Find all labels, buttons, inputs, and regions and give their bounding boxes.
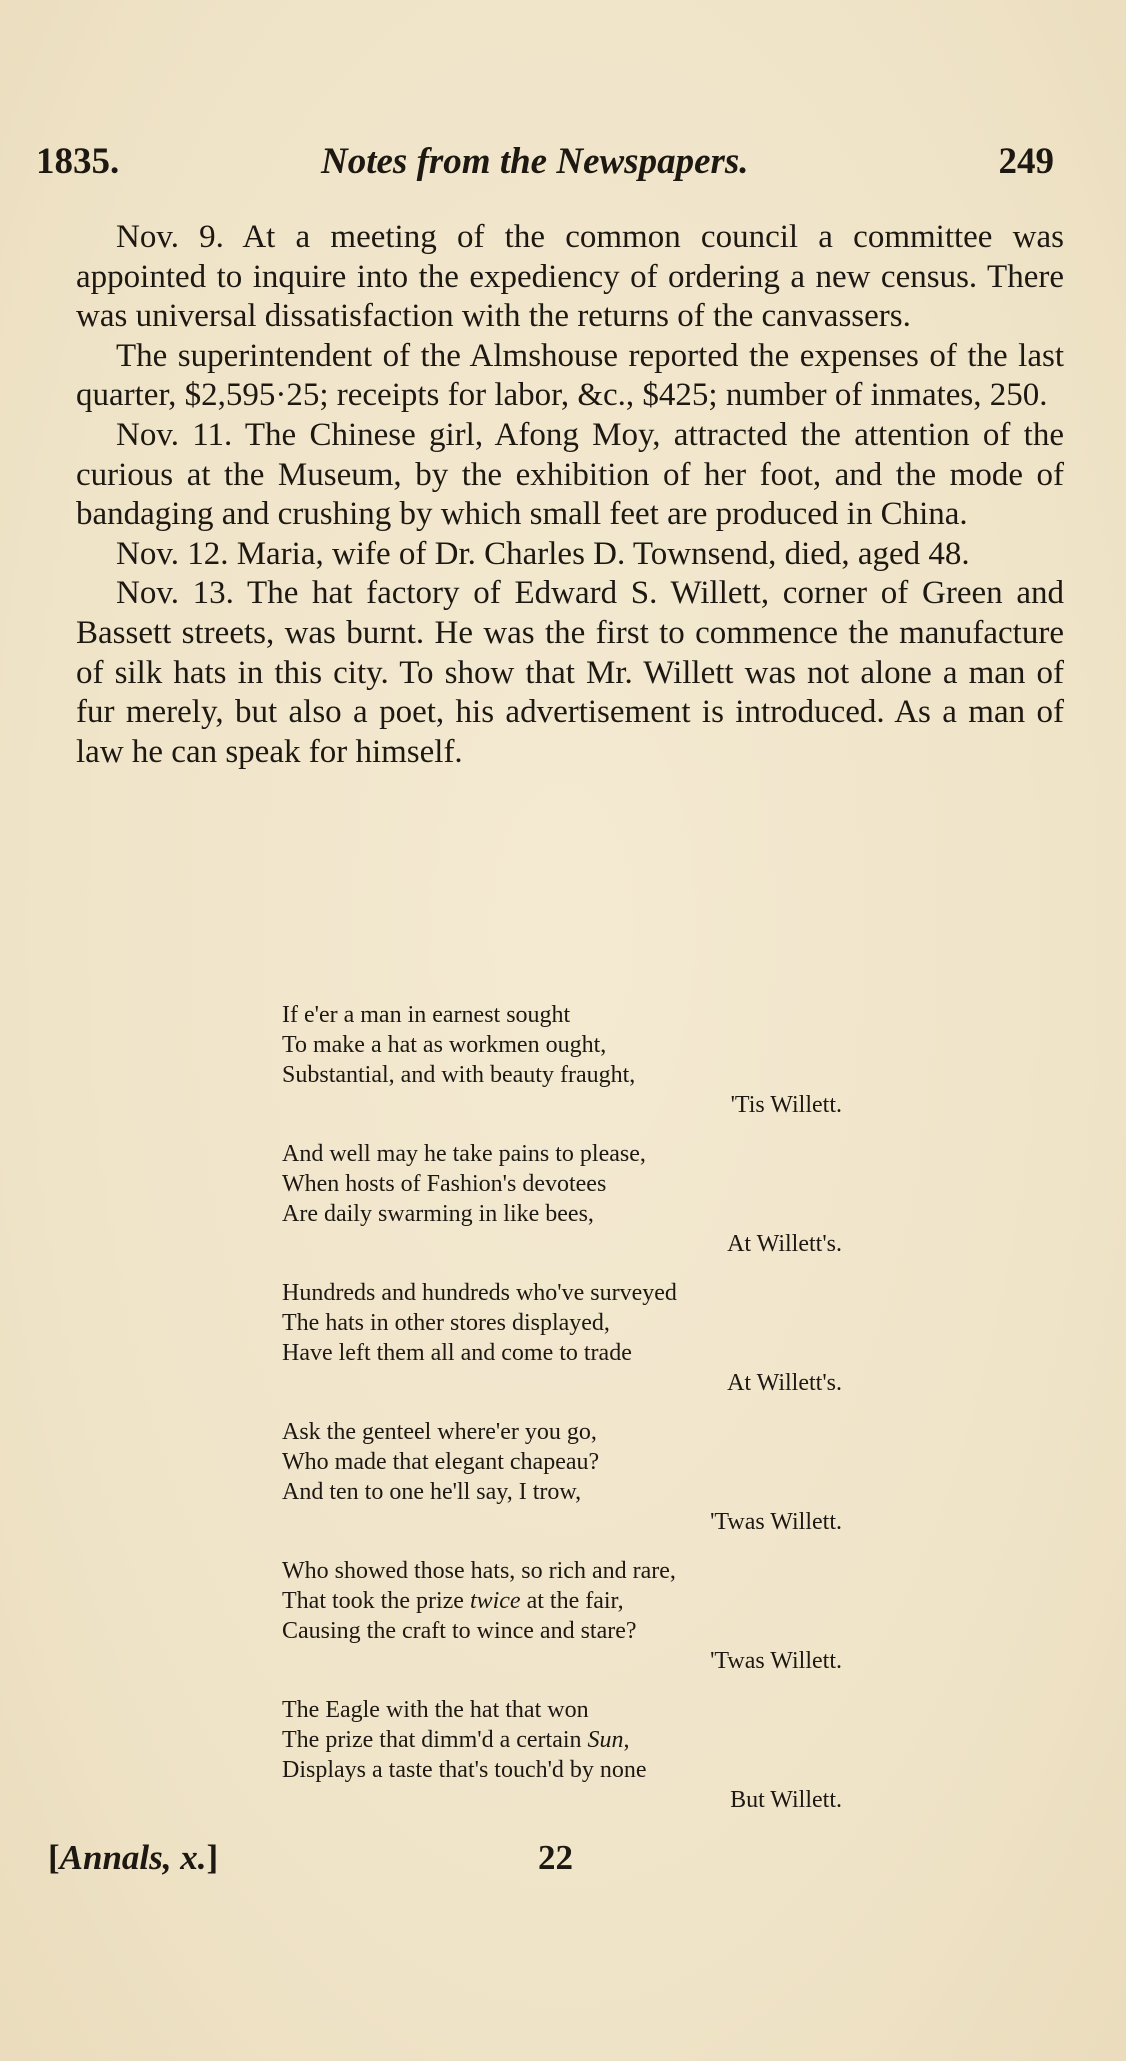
paragraph: Nov. 13. The hat factory of Edward S. Willett, corner of Green and Bassett streets, was burnt. He was the first to commence the manufacture of silk hats in this city. To show that Mr. Willett was not alone a man of fur merely, but also a poet, his advertisement is introduced. As a man of law he can speak for himself. [76,575,1064,770]
poem-line: Displays a taste that's touch'd by none [282,1757,647,1783]
poem-line: Are daily swarming in like bees, [282,1201,594,1227]
poem-line: Who showed those hats, so rich and rare, [282,1558,676,1584]
paragraph: Nov. 9. At a meeting of the common council a committee was appointed to inquire into the expediency of ordering a new census. There was universal dissatisfaction with the returns of the canvassers. [76,219,1064,335]
body-text [76,218,1064,772]
header-year: 1835. [36,141,120,182]
sheet-number: 22 [538,1838,573,1877]
running-title: Notes from the Newspapers. [321,141,749,182]
poem-line: Who made that elegant chapeau? [282,1449,600,1475]
poem-line: Ask the genteel where'er you go, [282,1419,597,1445]
poem-stanza [282,1139,862,1259]
poem-line: Hundreds and hundreds who've surveyed [282,1280,677,1306]
poem-stanza [282,1417,862,1537]
poem-line: And ten to one he'll say, I trow, [282,1479,582,1505]
page-footer [48,1838,648,1882]
poem-line: The hats in other stores displayed, [282,1310,610,1336]
paragraph: Nov. 11. The Chinese girl, Afong Moy, attracted the attention of the curious at the Museum, by the exhibition of her foot, and the mode of bandaging and crushing by which small feet are produced in China. [76,416,1064,533]
poem-refrain: But Willett. [730,1787,842,1813]
poem-line: And well may he take pains to please, [282,1141,646,1167]
poem-line: Have left them all and come to trade [282,1340,632,1366]
poem-stanza [282,1278,862,1398]
poem-line: Causing the craft to wince and stare? [282,1618,637,1644]
poem-stanza [282,1695,862,1815]
poem [282,1000,862,1834]
poem-line: The Eagle with the hat that won [282,1697,589,1723]
poem-line: To make a hat as workmen ought, [282,1032,607,1058]
page-number: 249 [998,141,1054,182]
poem-refrain: At Willett's. [727,1231,842,1257]
poem-stanza [282,1000,862,1120]
poem-refrain: At Willett's. [727,1370,842,1396]
poem-line: That took the prize twice at the fair, [282,1588,624,1614]
poem-line: If e'er a man in earnest sought [282,1002,571,1028]
poem-refrain: 'Tis Willett. [730,1092,842,1118]
poem-refrain: 'Twas Willett. [710,1648,842,1674]
page-header [36,140,1054,190]
poem-line: Substantial, and with beauty fraught, [282,1062,636,1088]
paragraph: Nov. 12. Maria, wife of Dr. Charles D. Townsend, died, aged 48. [116,535,970,572]
poem-line: When hosts of Fashion's devotees [282,1171,607,1197]
poem-refrain: 'Twas Willett. [710,1509,842,1535]
poem-line: The prize that dimm'd a certain Sun, [282,1727,630,1753]
signature-mark: [Annals, x.] [48,1838,219,1877]
paragraph: The superintendent of the Almshouse reported the expenses of the last quarter, $2,595·25; receipts for labor, &c., $425; number of inmates, 250. [76,337,1064,414]
poem-stanza [282,1556,862,1676]
